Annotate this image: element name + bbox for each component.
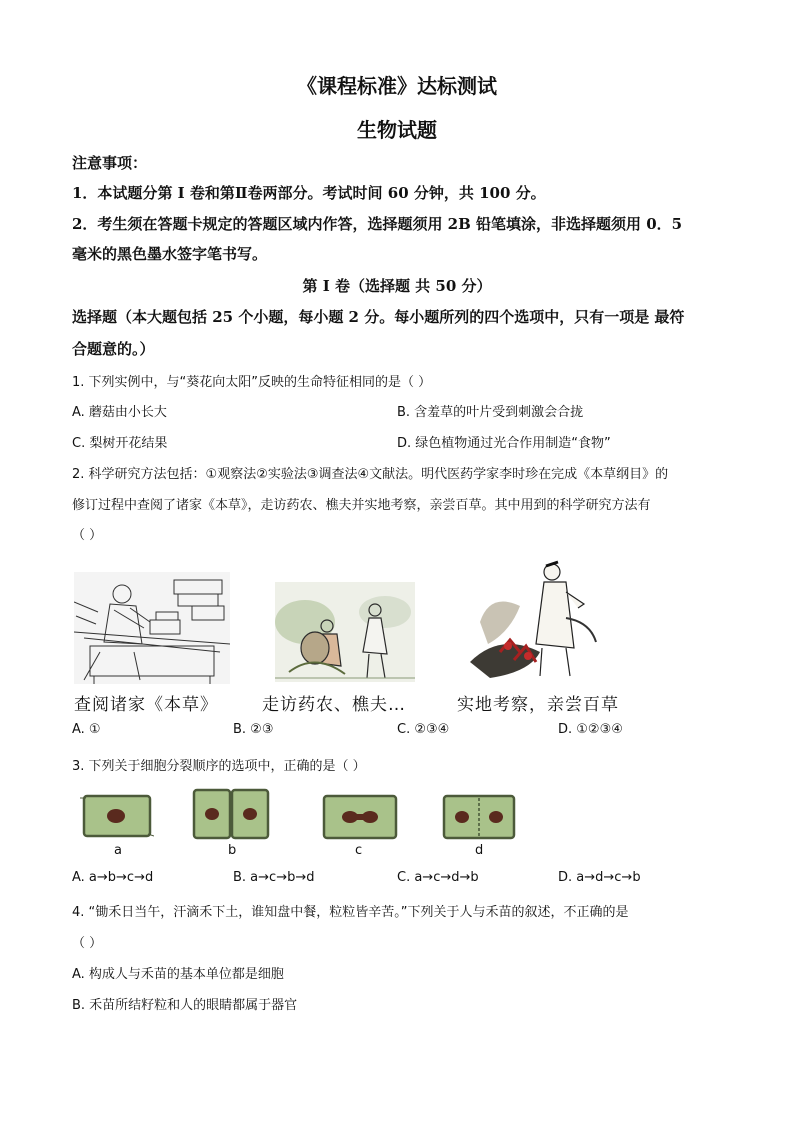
q2-stem-line-1: 2. 科学研究方法包括：①观察法②实验法③调查法④文献法。明代医药学家李时珍在完成《本草纲目》的 [72, 467, 669, 482]
page-title: 《课程标准》达标测试 [297, 74, 497, 98]
notice-item-2-line-2: 毫米的黑色墨水签字笔书写。 [72, 245, 268, 263]
q2-option-a[interactable]: A. ① [72, 722, 101, 737]
notice-item-2-line-1: 2．考生须在答题卡规定的答题区域内作答，选择题须用 2B 铅笔填涂，非选择题须用 0．5 [72, 215, 683, 233]
page-subtitle: 生物试题 [357, 118, 437, 142]
q3-option-a[interactable]: A. a→b→c→d [72, 870, 154, 885]
cell-label-c: c [355, 843, 363, 858]
cell-diagram-a [80, 792, 154, 840]
q4-option-b[interactable]: B. 禾苗所结籽粒和人的眼睛都属于器官 [72, 998, 298, 1013]
cell-diagram-c [320, 792, 400, 842]
q2-caption-1: 查阅诸家《本草》 [74, 695, 218, 715]
q3-option-b[interactable]: B. a→c→b→d [233, 870, 315, 885]
q3-option-c[interactable]: C. a→c→d→b [397, 870, 479, 885]
q3-stem: 3. 下列关于细胞分裂顺序的选项中，正确的是（ ） [72, 759, 366, 774]
cell-label-d: d [475, 843, 484, 858]
q4-stem-line-2: （ ） [72, 936, 103, 951]
section-intro-line-1: 选择题（本大题包括 25 个小题，每小题 2 分。每小题所列的四个选项中，只有一项是 最符 [72, 308, 685, 326]
q4-stem-line-1: 4. “锄禾日当午，汗滴禾下土，谁知盘中餐，粒粒皆辛苦。”下列关于人与禾苗的叙述，不正确的是 [72, 905, 629, 920]
visit-illustration-icon [275, 582, 415, 682]
q1-option-c[interactable]: C. 梨树开花结果 [72, 436, 168, 451]
q2-caption-2: 走访药农、樵夫… [262, 695, 406, 715]
cell-label-a: a [114, 843, 122, 858]
notice-heading: 注意事项： [72, 154, 148, 172]
q3-option-d[interactable]: D. a→d→c→b [558, 870, 641, 885]
q4-option-a[interactable]: A. 构成人与禾苗的基本单位都是细胞 [72, 967, 284, 982]
section-intro-line-2: 合题意的。） [72, 340, 155, 358]
cell-diagram-d [440, 792, 518, 842]
q1-option-b[interactable]: B. 含羞草的叶片受到刺激会合拢 [397, 405, 584, 420]
q1-option-a[interactable]: A. 蘑菇由小长大 [72, 405, 167, 420]
q2-option-c[interactable]: C. ②③④ [397, 722, 450, 737]
q2-stem-line-2: 修订过程中查阅了诸家《本草》，走访药农、樵夫并实地考察，亲尝百草。其中用到的科学研究方法有 [72, 498, 651, 513]
q2-option-d[interactable]: D. ①②③④ [558, 722, 623, 737]
q2-option-b[interactable]: B. ②③ [233, 722, 274, 737]
section-title: 第 I 卷（选择题 共 50 分） [302, 277, 492, 295]
notice-item-1: 1．本试题分第 I 卷和第Ⅱ卷两部分。考试时间 60 分钟，共 100 分。 [72, 184, 546, 202]
study-illustration-icon [74, 572, 230, 684]
q2-caption-3: 实地考察，亲尝百草 [457, 695, 619, 715]
cell-diagram-b [190, 786, 272, 842]
fieldwork-illustration-icon [470, 552, 600, 682]
cell-label-b: b [228, 843, 237, 858]
q1-option-d[interactable]: D. 绿色植物通过光合作用制造“食物” [397, 436, 611, 451]
q2-stem-line-3: （ ） [72, 528, 103, 543]
q1-stem: 1. 下列实例中，与“葵花向太阳”反映的生命特征相同的是（ ） [72, 375, 432, 390]
